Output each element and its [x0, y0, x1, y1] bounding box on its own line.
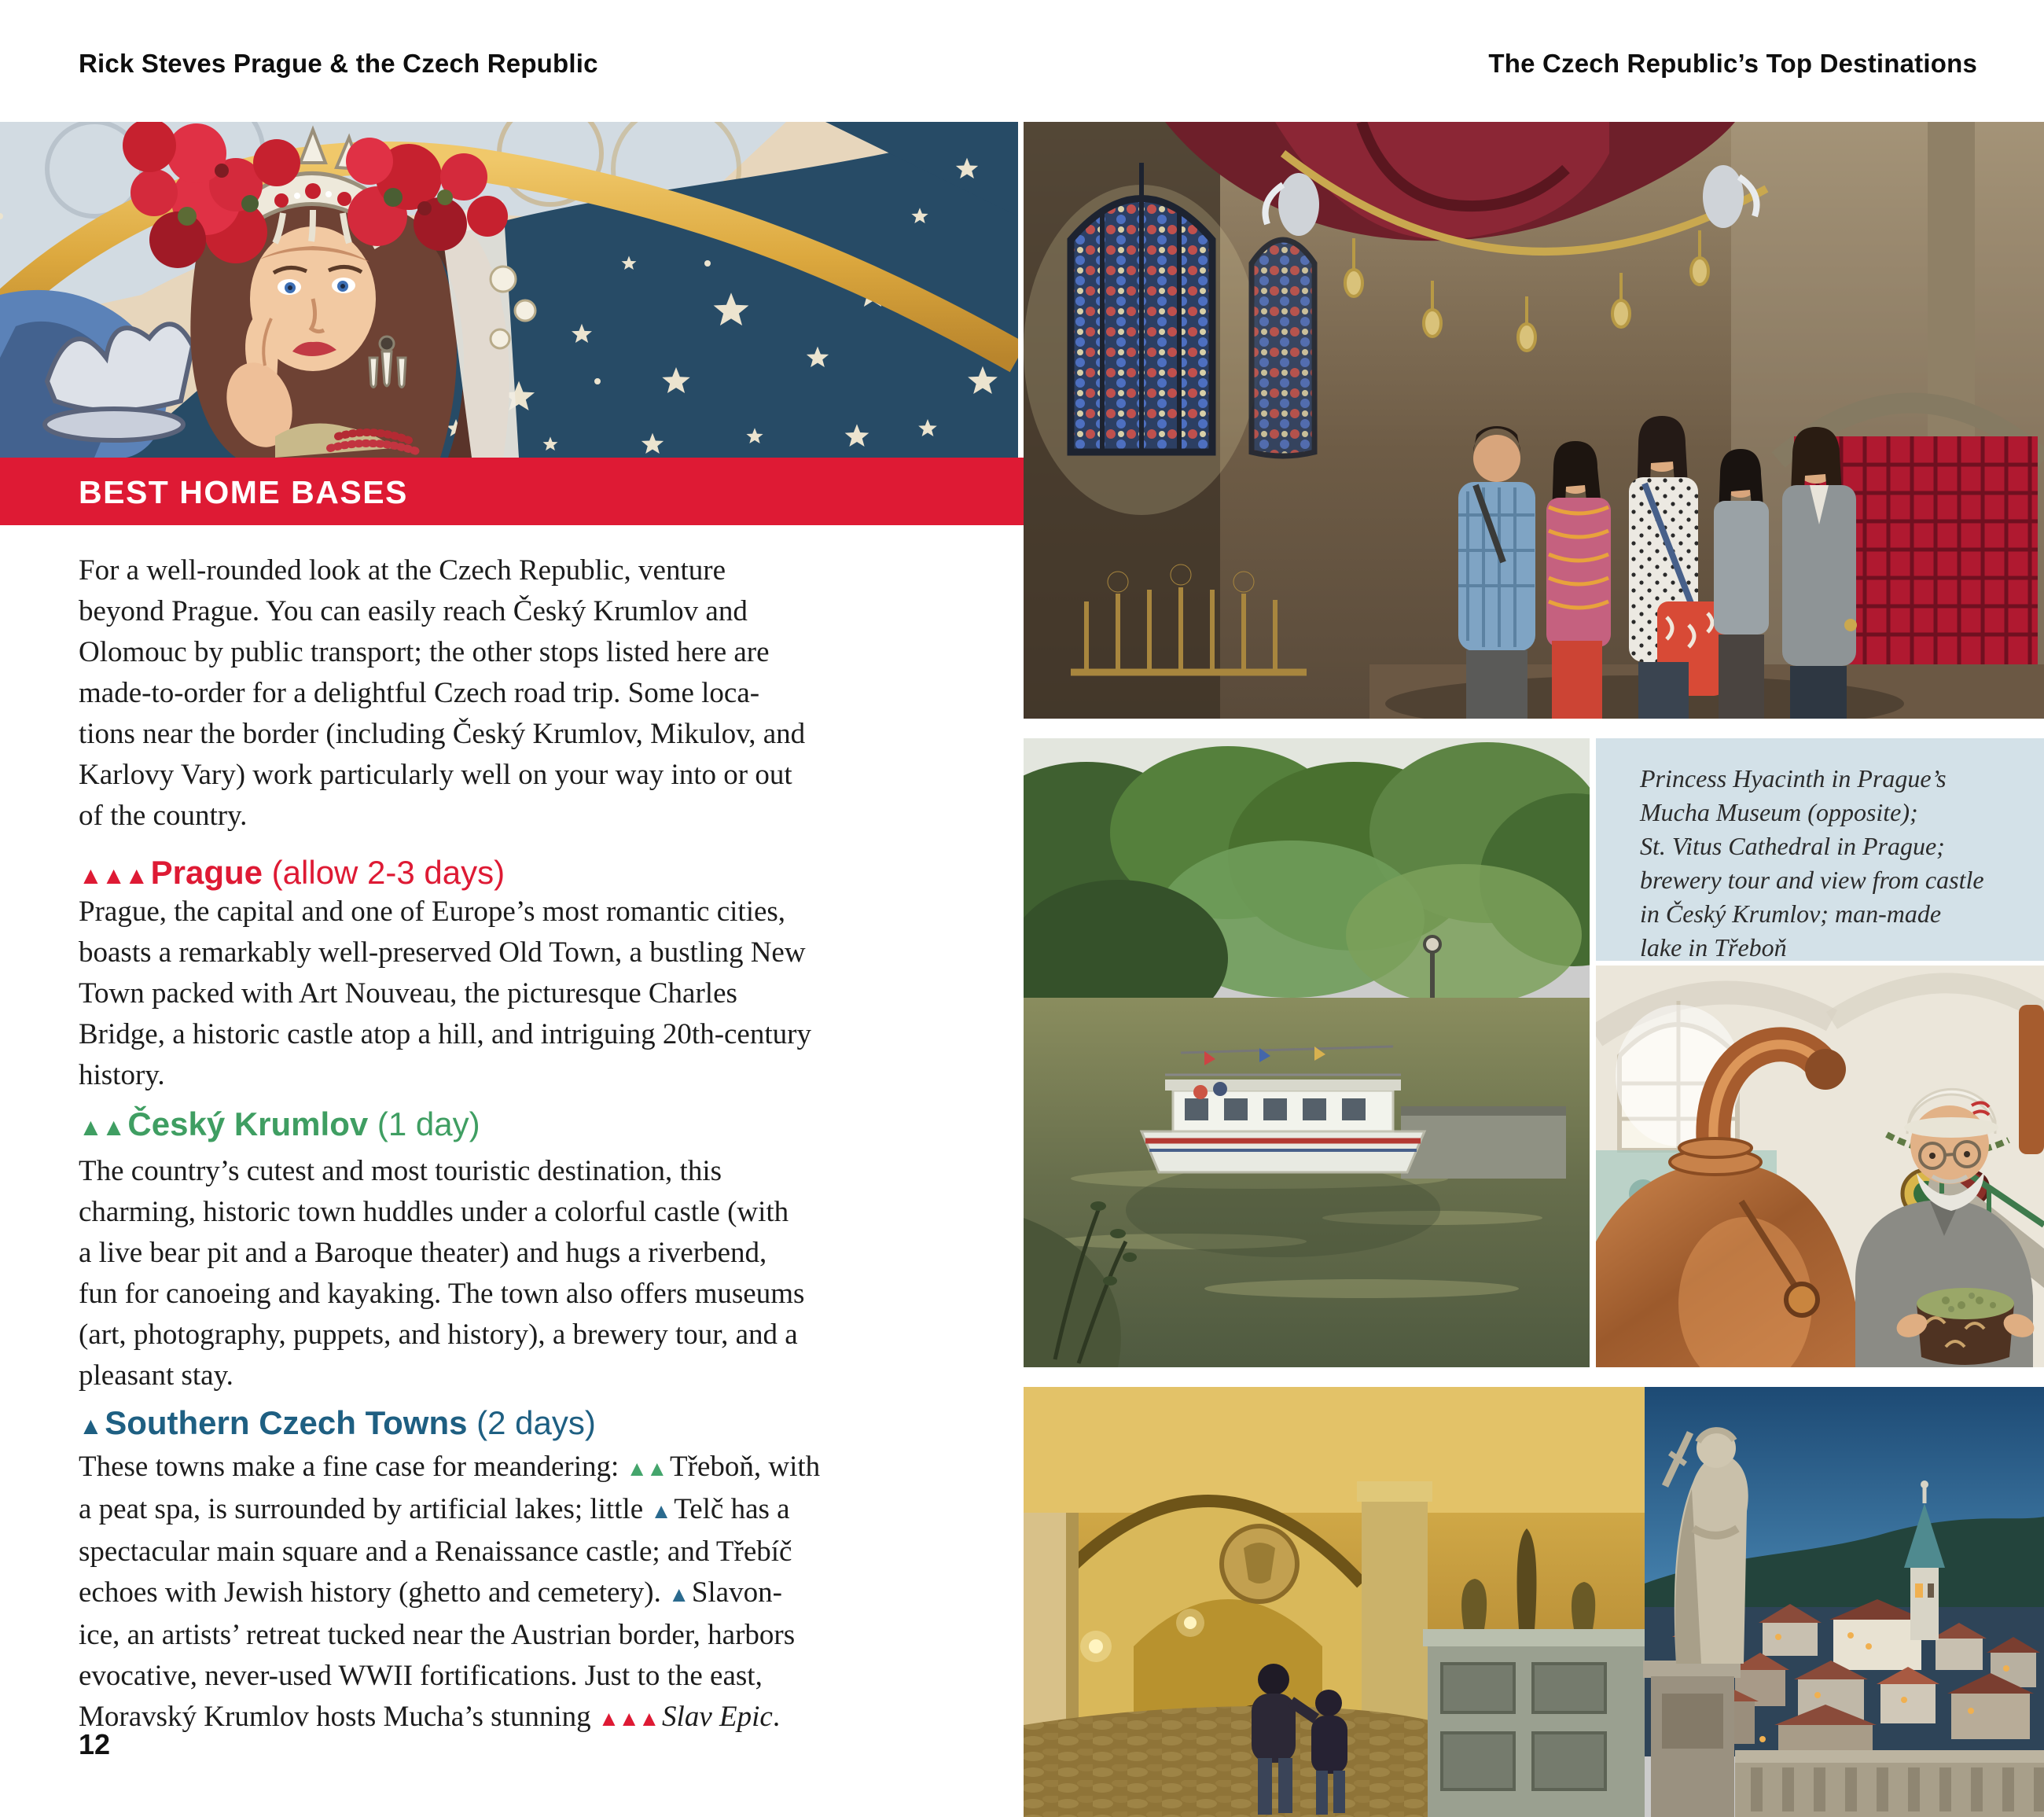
silver-angel [1278, 173, 1319, 236]
text-line: charming, historic town huddles under a colorful castle (with [79, 1196, 789, 1228]
section-duration: (allow 2-3 days) [263, 854, 505, 891]
silver-angel [1703, 165, 1744, 228]
cap-brim [1904, 1117, 1998, 1138]
text-line: echoes with Jewish history (ghetto and cemetery). ▲ Slavon- [79, 1576, 782, 1609]
text-column [79, 550, 975, 837]
stone-urn [1572, 1582, 1595, 1629]
stone-urn [1461, 1579, 1487, 1629]
gauge [1786, 1284, 1818, 1315]
text-line: a peat spa, is surrounded by artificial lakes; little ▲ Telč has a [79, 1493, 790, 1525]
section-heading-cesky-krumlov [79, 1105, 975, 1146]
watch [1844, 619, 1857, 631]
section-duration: (2 days) [467, 1404, 596, 1441]
text-line: of the country. [79, 800, 248, 832]
mucha-illustration [0, 122, 1018, 458]
brewery-illustration [1596, 966, 2044, 1367]
text-line: St. Vitus Cathedral in Prague; [1640, 832, 1945, 860]
photo-trebon-lake [1024, 738, 1590, 1367]
photo-brewery-tour [1596, 966, 2044, 1367]
section-duration: (1 day) [368, 1105, 480, 1142]
intro-paragraph [79, 550, 975, 837]
banner-title: BEST HOME BASES [79, 474, 408, 510]
text-line: a live bear pit and a Baroque theater) and hugs a riverbend, [79, 1237, 767, 1269]
text-line: boasts a remarkably well-preserved Old Town, a bustling New [79, 936, 806, 969]
page-number: 12 [79, 1728, 111, 1760]
photo-mucha-art [0, 122, 1018, 458]
text-line: The country’s cutest and most touristic destination, this [79, 1155, 722, 1187]
paragraph-cesky-krumlov [79, 1151, 975, 1396]
cobblestone-path [1024, 1706, 1448, 1817]
rating-triangles-red: ▲▲▲ [79, 862, 148, 889]
text-line: Karlovy Vary) work particularly well on your way into or out [79, 759, 792, 791]
text-line: lake in Třeboň [1640, 933, 1787, 962]
section-banner [0, 458, 1024, 525]
section-title: Český Krumlov [127, 1105, 369, 1142]
photo-caption-box [1596, 738, 2044, 961]
rating-triangles-green: ▲▲ [79, 1113, 125, 1141]
cathedral-illustration [1024, 122, 2044, 719]
visitors-group [1458, 416, 1857, 719]
visitor-girl-gray-top [1714, 449, 1769, 719]
section-heading-southern-czech-towns [79, 1404, 975, 1445]
paragraph-southern-czech-towns [79, 1447, 975, 1739]
text-line: (art, photography, puppets, and history), a brewery tour, and a [79, 1319, 798, 1351]
text-line: For a well-rounded look at the Czech Republic, venture [79, 554, 726, 587]
text-line: Mucha Museum (opposite); [1640, 798, 1918, 826]
lake-illustration [1024, 738, 1590, 1367]
text-line: tions near the border (including Český Krumlov, Mikulov, and [79, 718, 806, 750]
trees [1024, 742, 1590, 1037]
paragraph-prague [79, 892, 975, 1096]
text-line: evocative, never-used WWII fortifications. Just to the east, [79, 1660, 763, 1692]
text-line: Moravský Krumlov hosts Mucha’s stunning ▲▲▲ Slav Epic. [79, 1701, 781, 1733]
text-line: spectacular main square and a Renaissance castle; and Třebíč [79, 1536, 792, 1568]
section-heading-prague [79, 854, 975, 895]
text-line: in Český Krumlov; man-made [1640, 899, 1942, 928]
copper-column [2019, 1005, 2044, 1154]
text-line: beyond Prague. You can easily reach Český Krumlov and [79, 595, 748, 627]
running-header-right: The Czech Republic’s Top Destinations [1488, 49, 1977, 78]
text-line: Princess Hyacinth in Prague’s [1640, 764, 1947, 793]
text-line: Olomouc by public transport; the other stops listed here are [79, 636, 770, 668]
photo-st-vitus-cathedral [1024, 122, 2044, 719]
section-title: Southern Czech Towns [105, 1404, 468, 1441]
text-line: Bridge, a historic castle atop a hill, and intriguing 20th-century [79, 1018, 811, 1050]
photo-caption [1596, 738, 2044, 965]
text-line: made-to-order for a delightful Czech road trip. Some loca- [79, 677, 760, 709]
section-title: Prague [150, 854, 263, 891]
text-line: ice, an artists’ retreat tucked near the Austrian border, harbors [79, 1619, 796, 1651]
text-line: brewery tour and view from castle [1640, 866, 1984, 894]
dock [1401, 1106, 1566, 1179]
text-line: fun for canoeing and kayaking. The town also offers museums [79, 1278, 805, 1310]
text-line: Prague, the capital and one of Europe’s most romantic cities, [79, 896, 786, 928]
stone-balustrade [1735, 1750, 2044, 1817]
castle-night-illustration [1024, 1387, 2044, 1817]
text-line: pleasant stay. [79, 1359, 233, 1392]
running-header-left: Rick Steves Prague & the Czech Republic [79, 49, 598, 78]
rating-triangle-blue: ▲ [79, 1412, 102, 1440]
text-line: These towns make a fine case for meandering: ▲▲ Třeboň, with [79, 1451, 821, 1483]
text-line: Town packed with Art Nouveau, the picturesque Charles [79, 977, 737, 1010]
photo-cesky-krumlov-night-view [1024, 1387, 2044, 1817]
text-line: history. [79, 1059, 165, 1091]
